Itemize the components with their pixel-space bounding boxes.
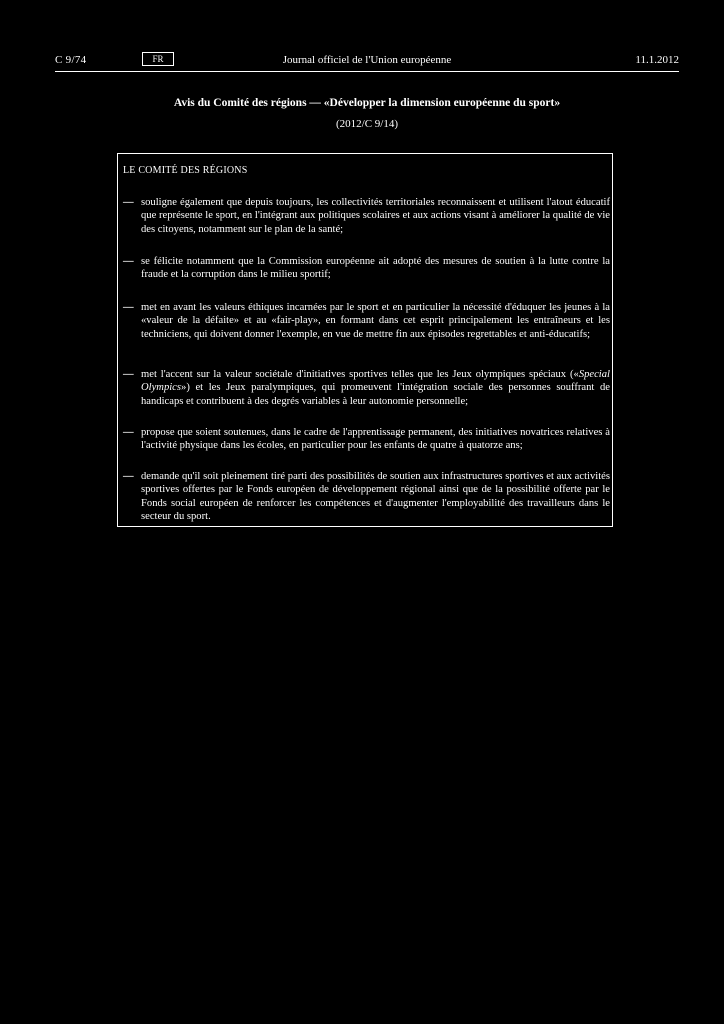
header-rule bbox=[55, 71, 679, 72]
dash-bullet: — bbox=[123, 256, 134, 267]
list-item-text: se félicite notamment que la Commission européenne ait adopté des mesures de soutien à la lutte contre la fraude et la corruption dans le milieu sportif; bbox=[141, 256, 610, 281]
document-title: Avis du Comité des régions — «Développer la dimension européenne du sport» bbox=[173, 97, 561, 109]
dash-bullet: — bbox=[123, 369, 134, 380]
list-item-text: met en avant les valeurs éthiques incarnées par le sport et en particulier la nécessité d'éduquer les jeunes à la «valeur de la défaite» et au «fair-play», en formant dans cet esprit principalement les entraîneurs et les techniciens, qui doivent donner l'exemple, en vue de mettre fin aux épisodes regrettables et anti-éducatifs; bbox=[141, 302, 610, 340]
list-item bbox=[123, 470, 610, 524]
box-heading: LE COMITÉ DES RÉGIONS bbox=[123, 165, 248, 176]
journal-title: Journal officiel de l'Union européenne bbox=[282, 54, 452, 66]
list-item-text: demande qu'il soit pleinement tiré parti des possibilités de soutien aux infrastructures sportives et aux activités sportives offertes par le Fonds européen de développement régional ainsi que de la possibilité offerte par le Fonds social européen de renforcer les compétences et d'augmenter l'employabilité des travailleurs dans le secteur du sport. bbox=[141, 471, 610, 523]
list-item-text: met l'accent sur la valeur sociétale d'initiatives sportives telles que les Jeux olympiques spéciaux («Special Olympics») et les Jeux paralympiques, qui promeuvent l'intégration sociale des personnes souffrant de handicaps et contribuent à des degrés variables à leur autonomie personnelle; bbox=[141, 369, 610, 407]
list-item bbox=[123, 196, 610, 236]
italic-term: Special Olympics bbox=[141, 369, 610, 394]
list-item-text: souligne également que depuis toujours, les collectivités territoriales reconnaissent et utilisent l'atout éducatif que représente le sport, en l'intégrant aux politiques scolaires et aux actions visant à améliorer la qualité de vie des citoyens, notamment sur le plan de la santé; bbox=[141, 197, 610, 235]
dash-bullet: — bbox=[123, 427, 134, 438]
language-badge: FR bbox=[142, 52, 174, 66]
list-item bbox=[123, 301, 610, 341]
list-item bbox=[123, 426, 610, 453]
list-item-text: propose que soient soutenues, dans le cadre de l'apprentissage permanent, des initiatives novatrices relatives à l'activité physique dans les écoles, en particulier pour les enfants de quatre à quatorze ans; bbox=[141, 427, 610, 452]
list-item bbox=[123, 368, 610, 408]
dash-bullet: — bbox=[123, 471, 134, 482]
issue-date: 11.1.2012 bbox=[635, 54, 679, 66]
opinion-box bbox=[117, 153, 613, 527]
dash-bullet: — bbox=[123, 302, 134, 313]
dash-bullet: — bbox=[123, 197, 134, 208]
issue-code: C 9/74 bbox=[55, 54, 87, 66]
list-item bbox=[123, 255, 610, 282]
page-header bbox=[55, 52, 679, 68]
document-reference: (2012/C 9/14) bbox=[335, 118, 399, 130]
